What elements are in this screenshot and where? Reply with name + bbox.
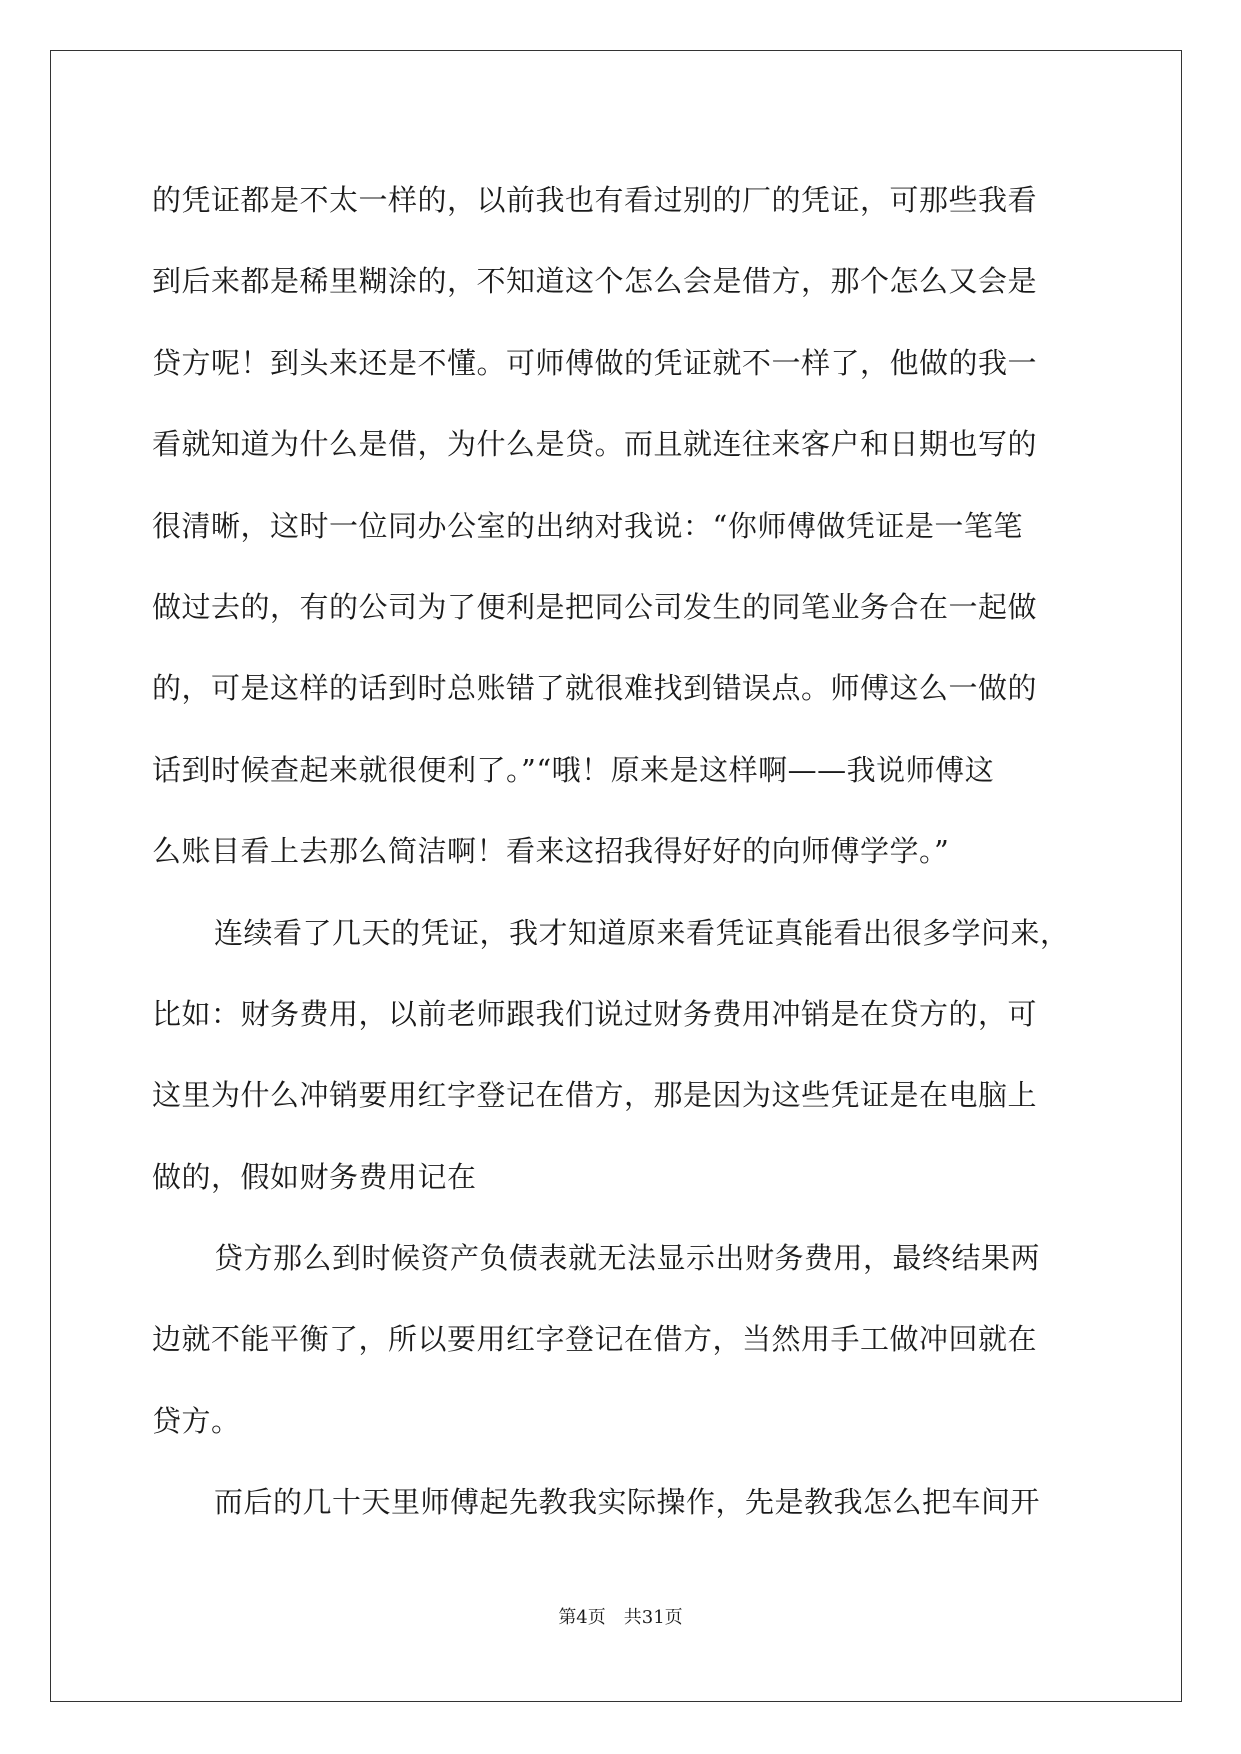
text-line: 话到时候查起来就很便利了。”“哦！原来是这样啊——我说师傅这: [152, 752, 995, 787]
page-footer: [0, 1603, 1241, 1629]
paragraph-start-line: 而后的几十天里师傅起先教我实际操作，先是教我怎么把车间开: [214, 1485, 1041, 1520]
text-line: 看就知道为什么是借，为什么是贷。而且就连往来客户和日期也写的: [152, 427, 1038, 462]
text-line: 贷方呢！到头来还是不懂。可师傅做的凭证就不一样了，他做的我一: [152, 345, 1038, 380]
text-line: 这里为什么冲销要用红字登记在借方，那是因为这些凭证是在电脑上: [152, 1078, 1038, 1113]
paragraph-start-line: 连续看了几天的凭证，我才知道原来看凭证真能看出很多学问来，: [214, 915, 1070, 950]
text-line: 到后来都是稀里糊涂的，不知道这个怎么会是借方，那个怎么又会是: [152, 264, 1038, 299]
text-line: 贷方。: [152, 1403, 241, 1438]
text-line: 很清晰，这时一位同办公室的出纳对我说：“你师傅做凭证是一笔笔: [152, 508, 1023, 543]
text-line: 边就不能平衡了，所以要用红字登记在借方，当然用手工做冲回就在: [152, 1322, 1038, 1357]
text-line: 么账目看上去那么简洁啊！看来这招我得好好的向师傅学学。”: [152, 834, 950, 869]
text-line: 的凭证都是不太一样的，以前我也有看过别的厂的凭证，可那些我看: [152, 183, 1038, 217]
text-line: 做的，假如财务费用记在: [152, 1159, 477, 1194]
total-pages: 共31页: [623, 1607, 683, 1628]
current-page-number: 第4页: [558, 1607, 606, 1628]
text-line: 做过去的，有的公司为了便利是把同公司发生的同笔业务合在一起做: [152, 589, 1038, 624]
document-body: [152, 160, 1087, 1544]
paragraph-start-line: 贷方那么到时候资产负债表就无法显示出财务费用，最终结果两: [214, 1241, 1041, 1276]
text-line: 的，可是这样的话到时总账错了就很难找到错误点。师傅这么一做的: [152, 671, 1038, 706]
text-line: 比如：财务费用，以前老师跟我们说过财务费用冲销是在贷方的，可: [152, 996, 1038, 1031]
